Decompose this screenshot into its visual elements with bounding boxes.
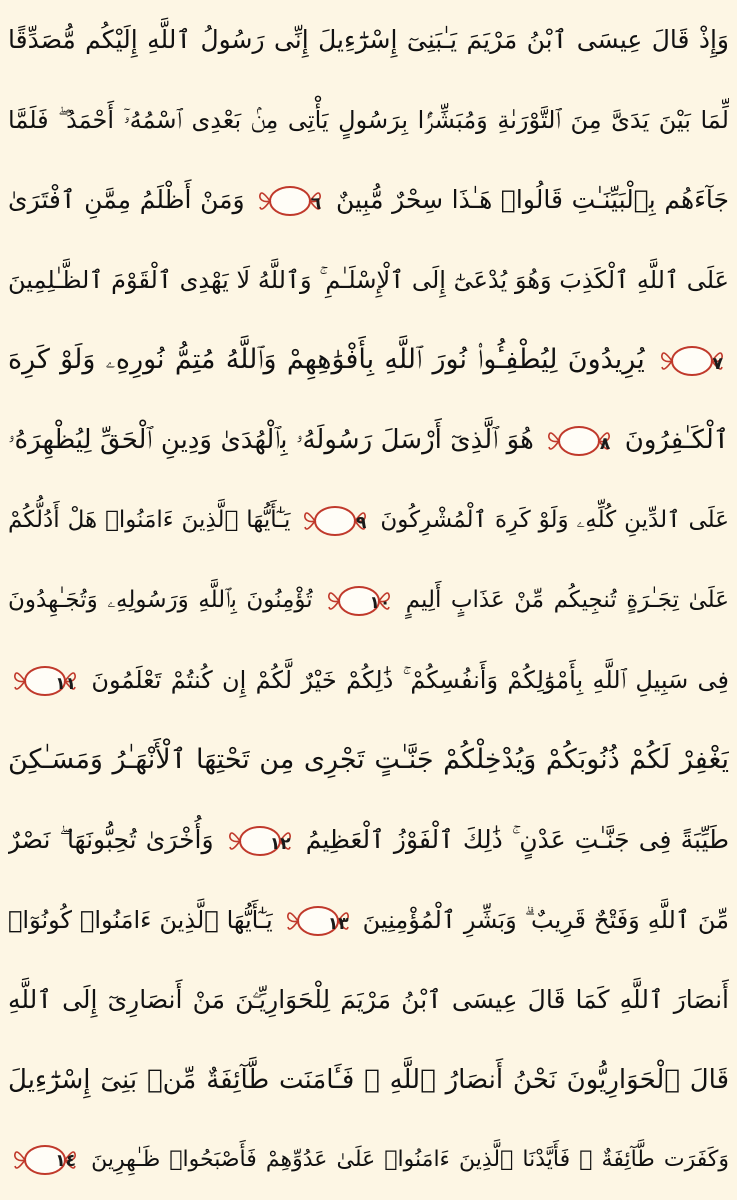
ayah-number: ١١ [55, 674, 76, 694]
ayah-number-marker [287, 901, 349, 941]
ayah-number-marker [229, 821, 291, 861]
verse-text: لِّمَا بَيْنَ يَدَىَّ مِنَ ٱلتَّوْرَىٰةِ وَمُبَشِّرًۢا بِرَسُولٍ يَأْتِى مِنۢ بَعْدِى ٱسْمُهُۥٓ أَحْمَدُ ۖ فَلَمَّا [8, 106, 729, 134]
verse-text: ٱلْكَـٰفِرُونَ [624, 425, 729, 455]
verse-line [8, 0, 729, 80]
ayah-number-marker [14, 661, 76, 701]
verse-line [8, 880, 729, 960]
ayah-number: ١٣ [327, 914, 349, 934]
verse-line [8, 1120, 729, 1200]
ayah-number: ١٠ [369, 592, 391, 613]
verse-line [8, 720, 729, 800]
verse-text: عَلَى ٱلدِّينِ كُلِّهِۦ وَلَوْ كَرِهَ ٱلْمُشْرِكُونَ [380, 507, 729, 533]
verse-lines [8, 0, 729, 1200]
verse-text: وَإِذْ قَالَ عِيسَى ٱبْنُ مَرْيَمَ يَـٰبَنِىٓ إِسْرَٰٓءِيلَ إِنِّى رَسُولُ ٱللَّهِ إِلَيْكُم مُّصَدِّقًا [8, 25, 729, 54]
verse-line [8, 640, 729, 720]
verse-line [8, 960, 729, 1040]
ayah-number: ١٢ [269, 834, 291, 854]
verse-text: عَلَىٰ تِجَـٰرَةٍ تُنجِيكُم مِّنْ عَذَابٍ أَلِيمٍ [405, 587, 729, 613]
verse-line [8, 1040, 729, 1120]
verse-text: يَـٰٓأَيُّهَا ٱلَّذِينَ ءَامَنُوا۟ هَلْ أَدُلُّكُمْ [8, 507, 291, 533]
ayah-number-marker [548, 421, 610, 461]
verse-text: عَلَى ٱللَّهِ ٱلْكَذِبَ وَهُوَ يُدْعَىٰٓ إِلَى ٱلْإِسْلَـٰمِ ۚ وَٱللَّهُ لَا يَهْدِى ٱلْقَوْمَ ٱلظَّـٰلِمِينَ [8, 266, 729, 294]
verse-text: يُرِيدُونَ لِيُطْفِـُٔوا۟ نُورَ ٱللَّهِ بِأَفْوَٰهِهِمْ وَٱللَّهُ مُتِمُّ نُورِهِۦ وَلَوْ كَرِهَ [8, 344, 645, 375]
verse-line [8, 560, 729, 640]
verse-text: طَيِّبَةً فِى جَنَّـٰتِ عَدْنٍ ۚ ذَٰلِكَ ٱلْفَوْزُ ٱلْعَظِيمُ [305, 825, 729, 854]
verse-line [8, 240, 729, 320]
verse-text: يَـٰٓأَيُّهَا ٱلَّذِينَ ءَامَنُوا۟ كُونُوٓا۟ [8, 906, 273, 934]
verse-line [8, 800, 729, 880]
ayah-number-marker [304, 501, 366, 541]
verse-text: جَآءَهُم بِٱلْبَيِّنَـٰتِ قَالُوا۟ هَـٰذَا سِحْرٌ مُّبِينٌ [335, 185, 729, 214]
verse-line [8, 480, 729, 560]
ayah-number-marker [328, 581, 390, 621]
ayah-number: ٩ [355, 512, 367, 533]
ayah-number-marker [14, 1140, 76, 1180]
verse-text: قَالَ ٱلْحَوَارِيُّونَ نَحْنُ أَنصَارُ ٱللَّهِ ۖ فَـَٔامَنَت طَّآئِفَةٌ مِّنۢ بَنِىٓ إِسْرَٰٓءِيلَ [8, 1065, 729, 1095]
ayah-number: ٨ [599, 433, 611, 454]
verse-line [8, 80, 729, 160]
ayah-number: ٧ [712, 353, 723, 374]
verse-text: وَكَفَرَت طَّآئِفَةٌ ۖ فَأَيَّدْنَا ٱلَّذِينَ ءَامَنُوا۟ عَلَىٰ عَدُوِّهِمْ فَأَصْبَحُوا۟ ظَـٰهِرِينَ [91, 1147, 729, 1172]
verse-text: يَغْفِرْ لَكُمْ ذُنُوبَكُمْ وَيُدْخِلْكُمْ جَنَّـٰتٍ تَجْرِى مِن تَحْتِهَا ٱلْأَنْهَـٰرُ وَمَسَـٰكِنَ [8, 744, 729, 775]
verse-text: هُوَ ٱلَّذِىٓ أَرْسَلَ رَسُولَهُۥ بِٱلْهُدَىٰ وَدِينِ ٱلْحَقِّ لِيُظْهِرَهُۥ [8, 425, 534, 455]
ayah-number-marker [259, 181, 321, 221]
verse-line [8, 160, 729, 240]
ayah-number-marker [661, 341, 723, 381]
verse-text: أَنصَارَ ٱللَّهِ كَمَا قَالَ عِيسَى ٱبْنُ مَرْيَمَ لِلْحَوَارِيِّـۧنَ مَنْ أَنصَارِىٓ إِلَى ٱللَّهِ [8, 985, 729, 1014]
verse-text: مِّنَ ٱللَّهِ وَفَتْحٌ قَرِيبٌ ۗ وَبَشِّرِ ٱلْمُؤْمِنِينَ [362, 906, 729, 934]
verse-text: وَمَنْ أَظْلَمُ مِمَّنِ ٱفْتَرَىٰ [8, 185, 245, 214]
ayah-number: ٦ [310, 194, 322, 214]
verse-text: تُؤْمِنُونَ بِٱللَّهِ وَرَسُولِهِۦ وَتُجَـٰهِدُونَ [8, 587, 313, 613]
verse-text: وَأُخْرَىٰ تُحِبُّونَهَا ۖ نَصْرٌ [8, 825, 214, 854]
verse-line [8, 400, 729, 480]
verse-text: فِى سَبِيلِ ٱللَّهِ بِأَمْوَٰلِكُمْ وَأَنفُسِكُمْ ۚ ذَٰلِكُمْ خَيْرٌ لَّكُمْ إِن كُنتُمْ تَعْلَمُونَ [91, 666, 729, 694]
ayah-number: ١٤ [55, 1151, 76, 1171]
verse-line [8, 320, 729, 400]
